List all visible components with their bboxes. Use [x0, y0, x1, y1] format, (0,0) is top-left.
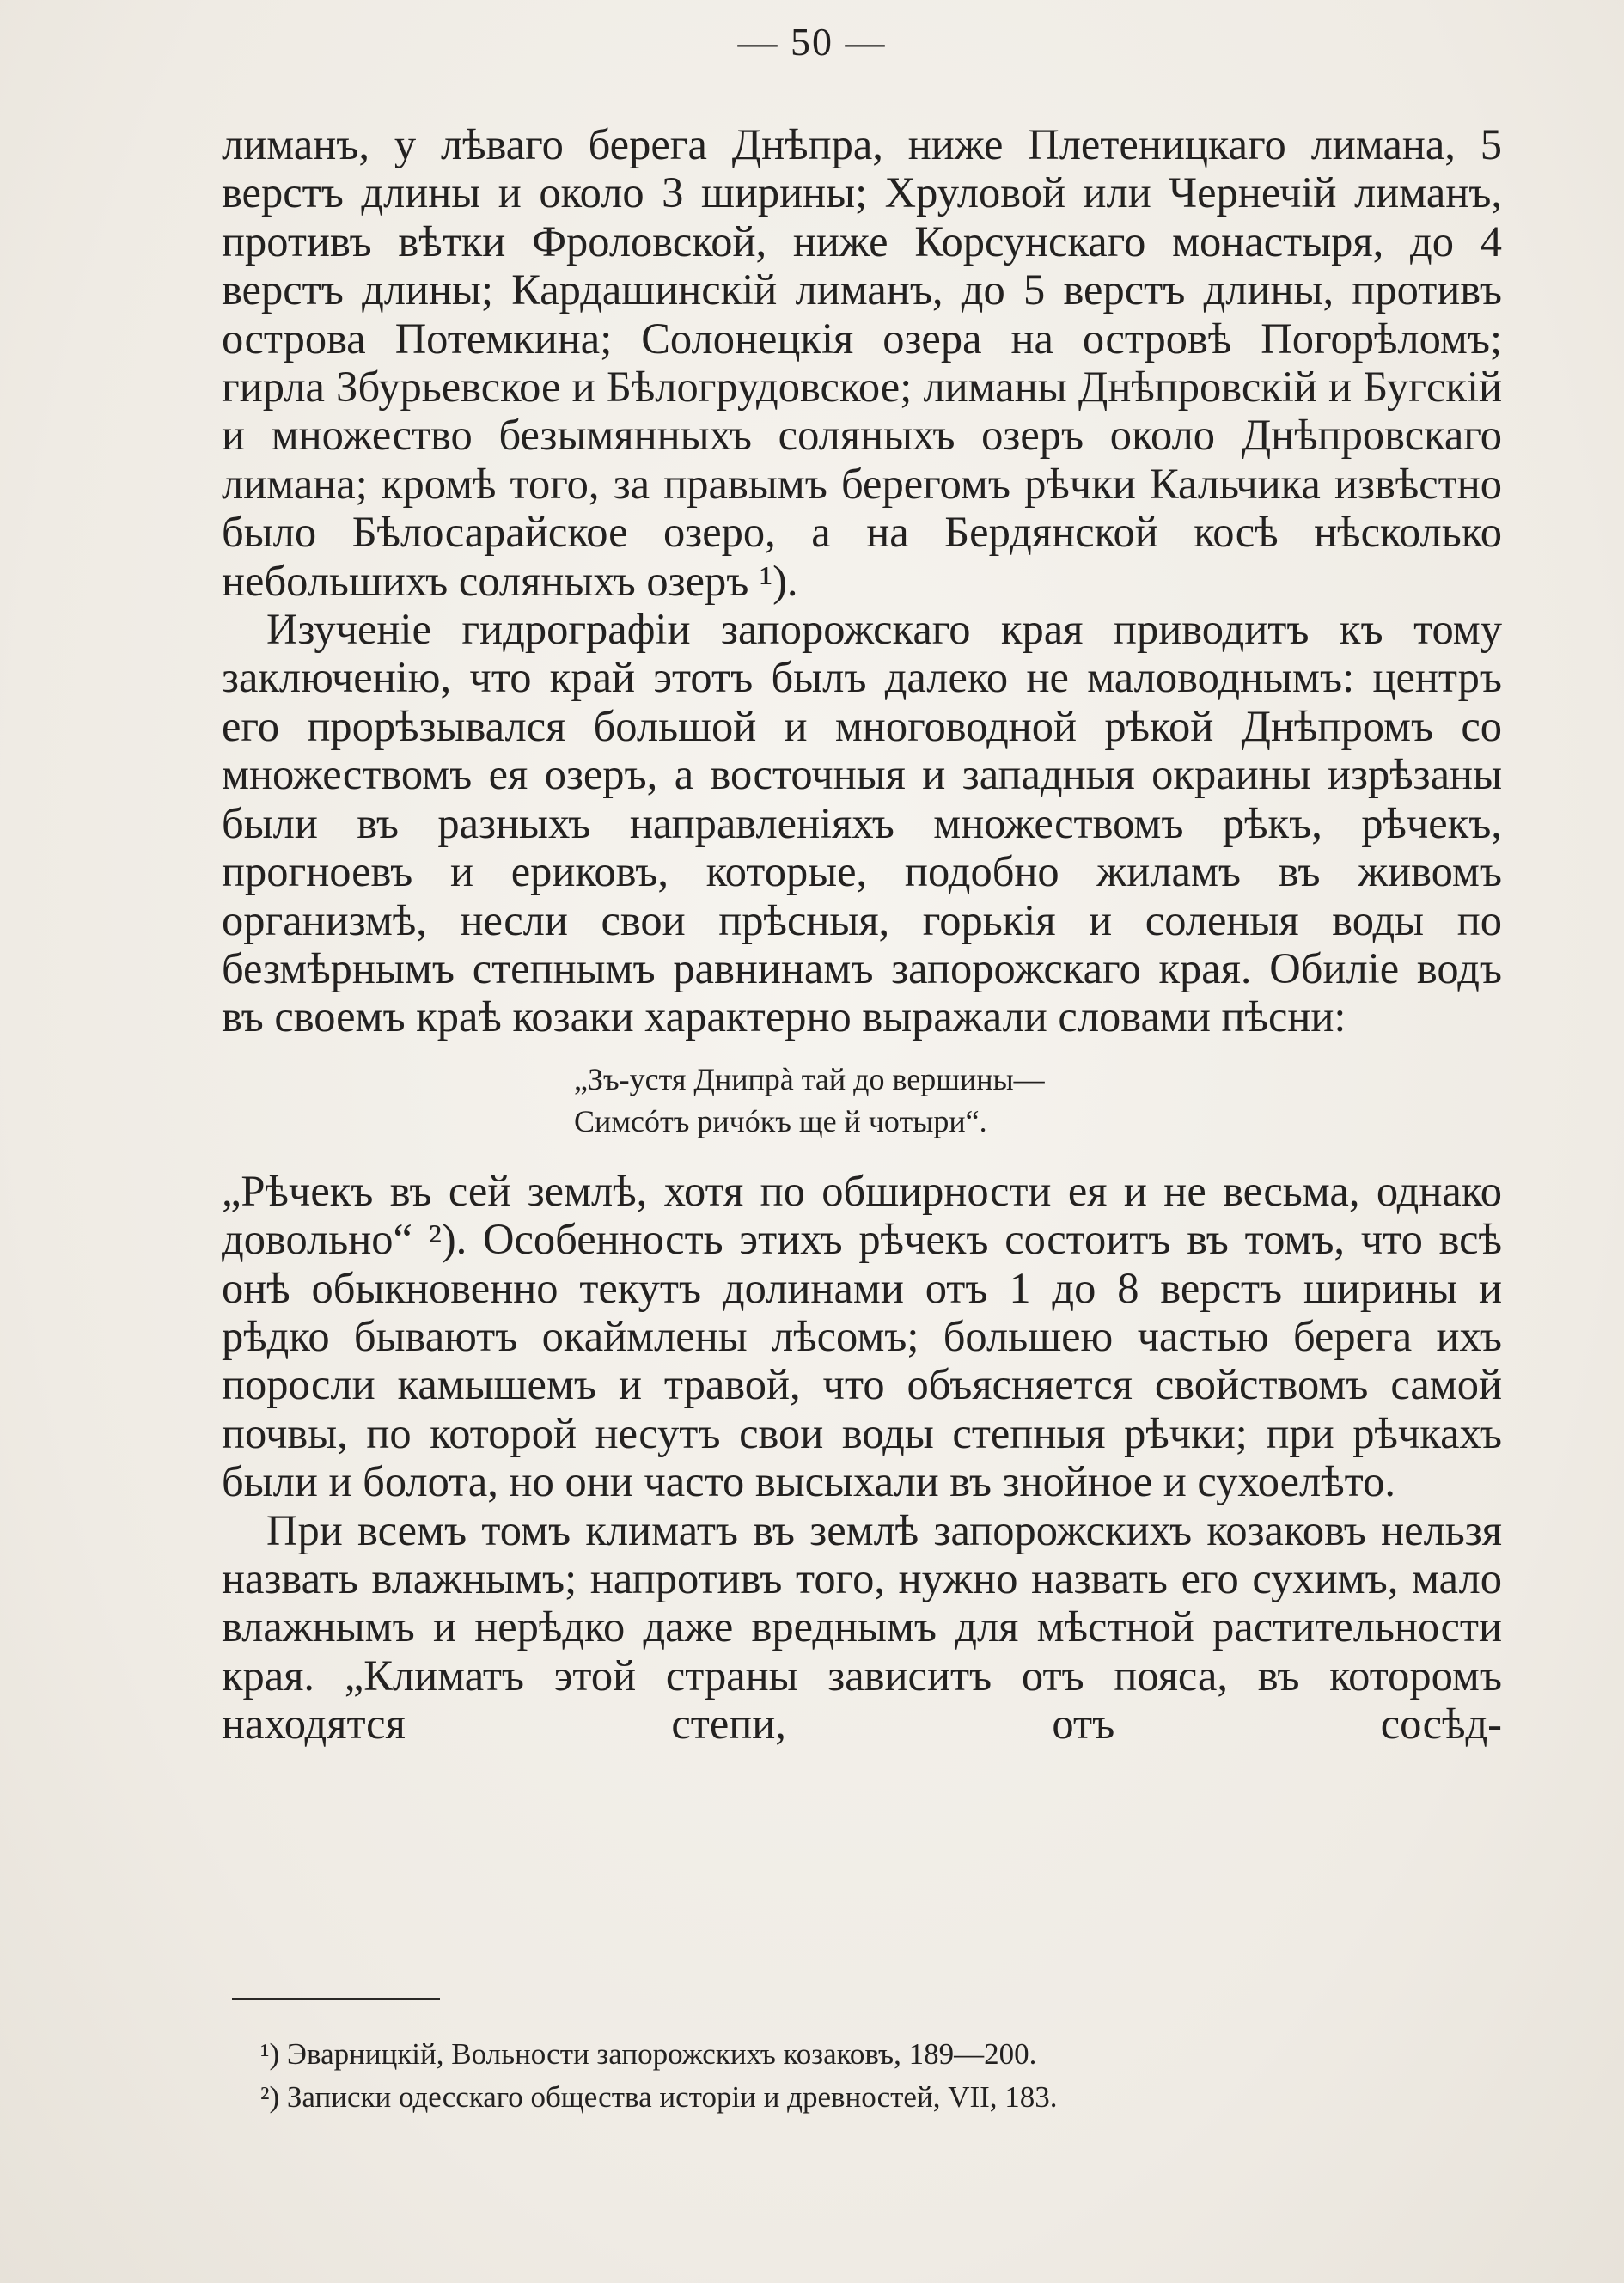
paragraph-rivers: „Рѣчекъ въ сей землѣ, хотя по обширности ея и не весьма, однако довольно“ ²). Особенность этихъ рѣчекъ состоитъ въ томъ, что всѣ онѣ обыкновенно текутъ долинами отъ 1 до 8 верстъ ширины и рѣдко бываютъ окаймлены лѣсомъ; большею частью берега ихъ поросли камышемъ и травой, что объясняется свойствомъ самой почвы, по которой несутъ свои воды степныя рѣчки; при рѣчкахъ были и болота, но они часто высыхали въ знойное и сухоелѣто.: [222, 1166, 1502, 1506]
song-quote: [222, 1059, 1502, 1143]
footnote-2: ²) Записки одесскаго общества исторіи и древностей, VII, 183.: [260, 2080, 1058, 2114]
song-line-1: „Зъ-устя Днипрà тай до вершины—: [574, 1061, 1045, 1096]
paragraph-lakes-list: лиманъ, у лѣваго берега Днѣпра, ниже Плетеницкаго лимана, 5 верстъ длины и около 3 ширины; Хруловой или Чернечій лиманъ, противъ вѣтки Фроловской, ниже Корсунскаго монастыря, до 4 верстъ длины; Кардашинскій лиманъ, до 5 верстъ длины, противъ острова Потемкина; Солонецкія озера на островѣ Погорѣломъ; гирла Збурьевское и Бѣлогрудовское; лиманы Днѣпровскій и Бугскій и множество безымянныхъ соляныхъ озеръ около Днѣпровскаго лимана; кромѣ того, за правымъ берегомъ рѣчки Кальчика извѣстно было Бѣлосарайское озеро, а на Бердянской косѣ нѣсколько небольшихъ соляныхъ озеръ ¹).: [222, 120, 1502, 605]
paragraph-hydrography: Изученіе гидрографіи запорожскаго края приводитъ къ тому заключенію, что край этотъ былъ далеко не маловоднымъ: центръ его прорѣзывался большой и многоводной рѣкой Днѣпромъ со множествомъ ея озеръ, а восточныя и западныя окраины изрѣзаны были въ разныхъ направленіяхъ множествомъ рѣкъ, рѣчекъ, прогноевъ и ериковъ, которые, подобно жиламъ въ живомъ организмѣ, несли свои прѣсныя, горькія и соленыя воды по безмѣрнымъ степнымъ равнинамъ запорожскаго края. Обиліе водъ въ своемъ краѣ козаки характерно выражали словами пѣсни:: [222, 605, 1502, 1041]
body-text: [222, 120, 1502, 1749]
song-line-2: Симсóтъ ричóкъ ще й чотыри“.: [574, 1103, 987, 1138]
footnote-1: ¹) Эварницкій, Вольности запорожскихъ козаковъ, 189—200.: [260, 2037, 1037, 2071]
paragraph-climate: При всемъ томъ климатъ въ землѣ запорожскихъ козаковъ нельзя назвать влажнымъ; напротивъ того, нужно назвать его сухимъ, мало влажнымъ и нерѣдко даже вреднымъ для мѣстной растительности края. „Климатъ этой страны зависитъ отъ пояса, въ которомъ находятся степи, отъ сосѣд-: [222, 1505, 1502, 1749]
footnote-divider: [232, 1998, 440, 2000]
page-number: — 50 —: [737, 20, 887, 64]
footnotes: [260, 2033, 1515, 2119]
